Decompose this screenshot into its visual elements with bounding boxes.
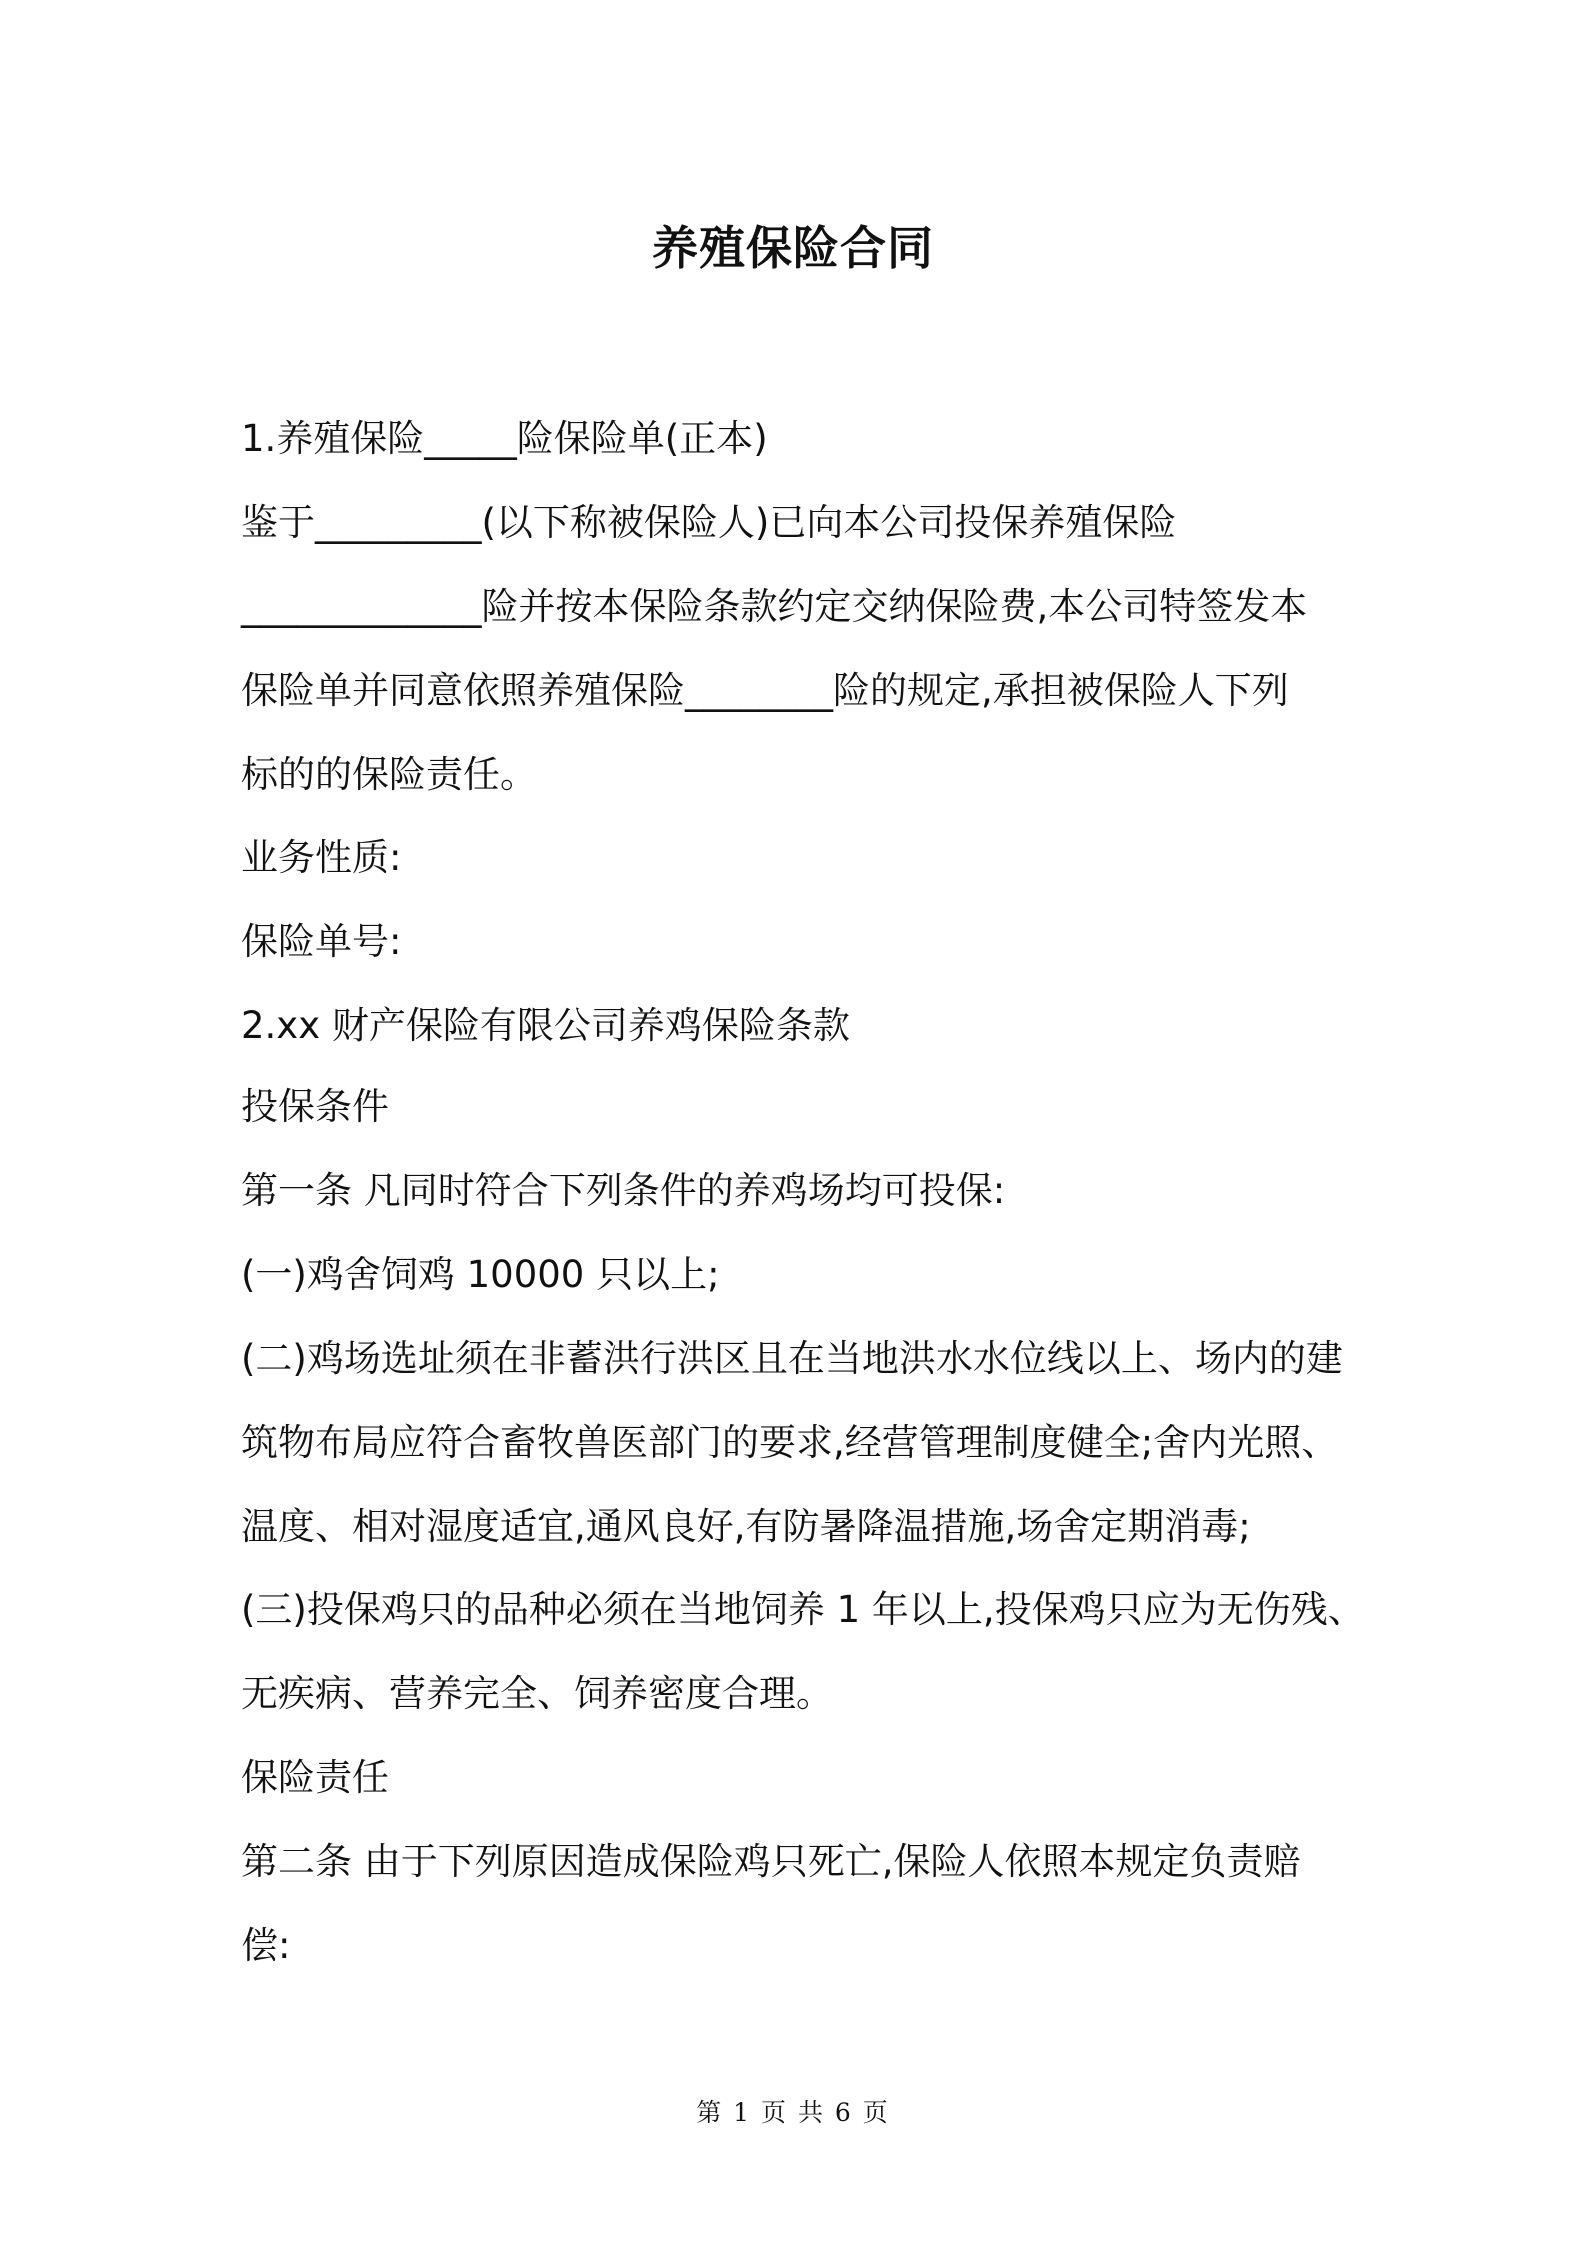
page-number-footer: 第 1 页 共 6 页 — [696, 2098, 890, 2127]
text-line: (一)鸡舍饲鸡 10000 只以上; — [241, 1253, 720, 1296]
document-title: 养殖保险合同 — [652, 221, 934, 275]
text-line: (二)鸡场选址须在非蓄洪行洪区且在当地洪水水位线以上、场内的建 — [241, 1337, 1343, 1380]
text-line: 投保条件 — [241, 1085, 389, 1128]
text-line: 1.养殖保险_____险保险单(正本) — [241, 417, 768, 460]
text-line: 偿: — [241, 1924, 291, 1967]
text-line: 无疾病、营养完全、饲养密度合理。 — [241, 1672, 833, 1715]
text-line: 温度、相对湿度适宜,通风良好,有防暑降温措施,场舍定期消毒; — [241, 1505, 1251, 1548]
text-line: 2.xx 财产保险有限公司养鸡保险条款 — [241, 1004, 850, 1047]
text-line: 保险单号: — [241, 920, 402, 963]
text-line: 标的的保险责任。 — [241, 753, 537, 796]
text-line: 业务性质: — [241, 836, 402, 879]
text-line: 鉴于_________(以下称被保险人)已向本公司投保养殖保险 — [241, 501, 1177, 544]
text-line: 第二条 由于下列原因造成保险鸡只死亡,保险人依照本规定负责赔 — [241, 1840, 1301, 1883]
text-line: 筑物布局应符合畜牧兽医部门的要求,经营管理制度健全;舍内光照、 — [241, 1421, 1339, 1464]
text-line: 保险单并同意依照养殖保险________险的规定,承担被保险人下列 — [241, 669, 1289, 712]
text-line: _____________险并按本保险条款约定交纳保险费,本公司特签发本 — [241, 585, 1308, 628]
text-line: 第一条 凡同时符合下列条件的养鸡场均可投保: — [241, 1169, 1006, 1212]
text-line: (三)投保鸡只的品种必须在当地饲养 1 年以上,投保鸡只应为无伤残、 — [241, 1588, 1365, 1631]
text-line: 保险责任 — [241, 1756, 389, 1799]
